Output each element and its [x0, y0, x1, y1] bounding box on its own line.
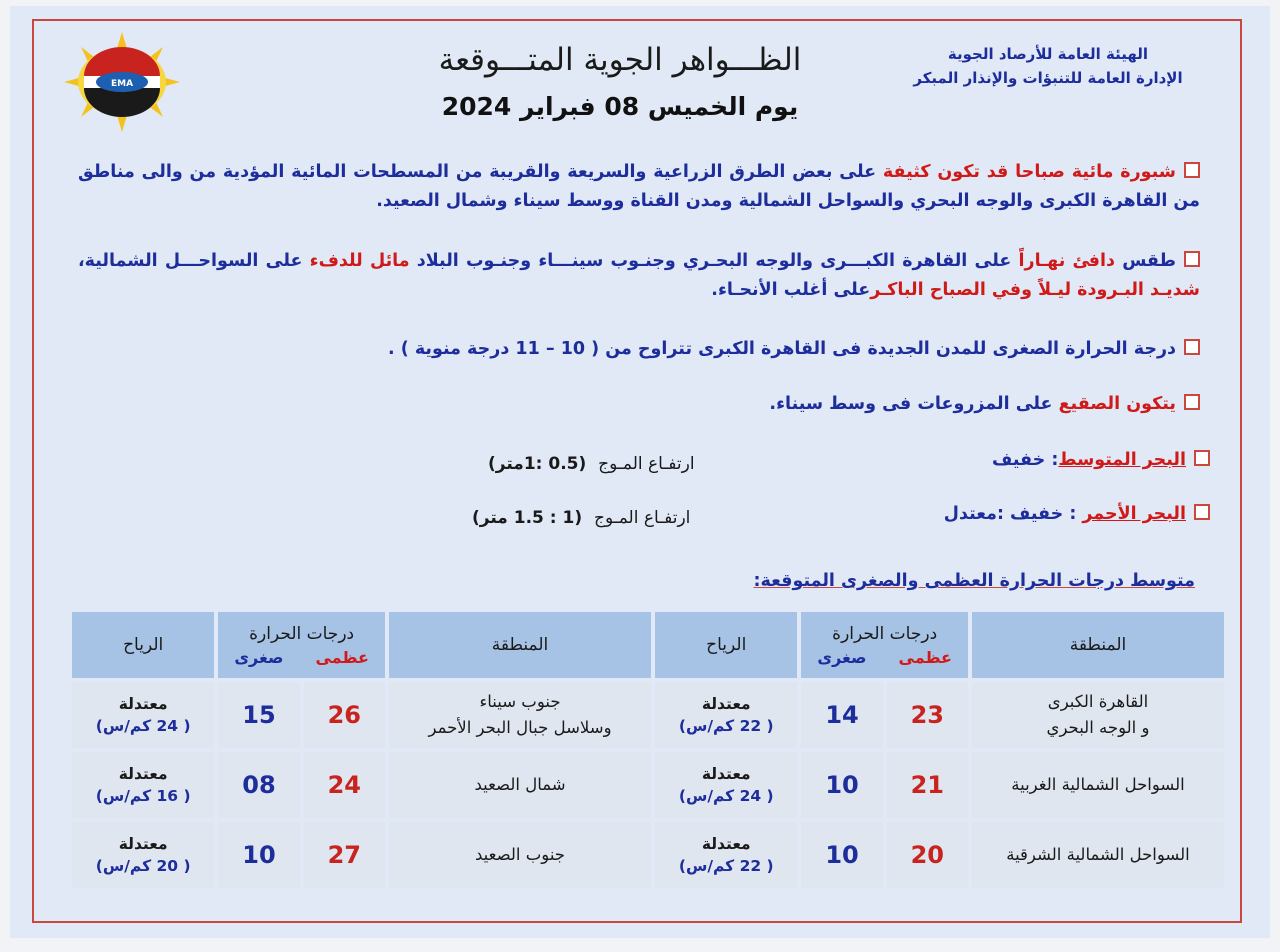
- sea-red: [944, 504, 1210, 524]
- table-title: متوسط درجات الحرارة العظمى والصغرى المتوقعة:: [753, 571, 1195, 591]
- wind-speed: ( 24 كم/س): [678, 787, 774, 805]
- checkbox-icon: [1194, 450, 1210, 466]
- wind-cell: [655, 822, 797, 888]
- org-line-1: الهيئة العامة للأرصاد الجوية: [947, 45, 1149, 63]
- wind-cell: [655, 752, 797, 818]
- logo-text: EMA: [110, 79, 134, 89]
- table-row: [72, 682, 1224, 748]
- header-temps-label-2: درجات الحرارة: [249, 623, 355, 644]
- bullet-temp-highlight-2: مائل للدفء: [309, 251, 410, 271]
- header-min-2: صغرى: [234, 647, 284, 667]
- org-line-2: الإدارة العامة للتنبؤات والإنذار المبكر: [913, 69, 1183, 87]
- region-name: جنوب الصعيد: [475, 845, 566, 864]
- max-temp: 20: [887, 822, 968, 888]
- bullet-temp-text-c: على السواحـــل الشمالية،: [78, 251, 310, 271]
- region-cell: [389, 682, 651, 748]
- bulletin-sheet: [10, 6, 1270, 938]
- wind-strength: معتدلة: [118, 695, 168, 713]
- bullet-temp-text-b: على القاهرة الكبـــرى والوجه البحـري وجنـوب سينـــاء وجنـوب البلاد: [409, 251, 1019, 271]
- region-name: السواحل الشمالية الشرقية: [1006, 845, 1190, 864]
- region-cell: [389, 752, 651, 818]
- table-row: [72, 822, 1224, 888]
- min-temp: 10: [801, 822, 882, 888]
- header-max-1: عظمى: [898, 647, 952, 667]
- bullet-fog-highlight: شبورة مائية صباحا قد تكون كثيفة: [882, 162, 1176, 182]
- checkbox-icon: [1184, 251, 1200, 267]
- max-temp: 23: [887, 682, 968, 748]
- wave-mediterranean: [488, 454, 695, 474]
- wind-speed: ( 16 كم/س): [95, 787, 191, 805]
- max-temp: 24: [304, 752, 385, 818]
- bulletin-date: يوم الخميس 08 فبراير 2024: [441, 92, 799, 121]
- bullet-temperature: [78, 247, 1200, 305]
- checkbox-icon: [1194, 504, 1210, 520]
- sea-red-state: : خفيف :معتدل: [943, 504, 1083, 524]
- wind-speed: ( 20 كم/س): [95, 857, 191, 875]
- wave-red-value: (1 : 1.5 متر): [472, 508, 583, 528]
- header-temps-1: [801, 612, 968, 678]
- region-name: السواحل الشمالية الغربية: [1011, 775, 1185, 794]
- header-region-2: المنطقة: [389, 612, 651, 678]
- header-max-2: عظمى: [315, 647, 369, 667]
- wind-speed: ( 22 كم/س): [678, 717, 774, 735]
- min-temp: 15: [218, 682, 299, 748]
- sea-red-label: البحر الأحمر: [1082, 504, 1186, 524]
- bullet-frost-highlight: يتكون الصقيع: [1058, 394, 1176, 414]
- header-region-1: المنطقة: [972, 612, 1224, 678]
- min-temp: 08: [218, 752, 299, 818]
- min-temp: 10: [218, 822, 299, 888]
- wind-speed: ( 22 كم/س): [678, 857, 774, 875]
- bullet-temp-text-a: طقس: [1114, 251, 1177, 271]
- temperature-table: [68, 608, 1228, 892]
- region-cell: [972, 822, 1224, 888]
- bullet-fog: [78, 158, 1200, 216]
- wind-strength: معتدلة: [701, 835, 751, 853]
- bullet-temp-text-d: على أغلب الأنحـاء.: [711, 280, 871, 300]
- sea-med-state: : خفيف: [992, 450, 1059, 470]
- wind-strength: معتدلة: [118, 835, 168, 853]
- bullet-frost: [78, 390, 1200, 419]
- bullet-new-cities-text: درجة الحرارة الصغرى للمدن الجديدة فى القاهرة الكبرى تتراوح من ( 10 – 11 درجة منوية ) .: [387, 339, 1176, 359]
- table-header-row: [72, 612, 1224, 678]
- max-temp: 26: [304, 682, 385, 748]
- region-cell: [972, 682, 1224, 748]
- max-temp: 27: [304, 822, 385, 888]
- wave-med-value: (0.5 :1متر): [488, 454, 587, 474]
- region-name-line2: وسلاسل جبال البحر الأحمر: [428, 718, 612, 737]
- header-wind-1: الرياح: [655, 612, 797, 678]
- wave-red: [472, 508, 690, 528]
- max-temp: 21: [887, 752, 968, 818]
- wave-med-label: ارتفـاع المـوج: [598, 454, 695, 474]
- wind-cell: [72, 682, 214, 748]
- wind-strength: معتدلة: [701, 765, 751, 783]
- checkbox-icon: [1184, 339, 1200, 355]
- header-min-1: صغرى: [817, 647, 867, 667]
- header-temps-2: [218, 612, 385, 678]
- ema-logo-icon: [56, 32, 188, 132]
- region-name: شمال الصعيد: [474, 775, 566, 794]
- organization-name: [888, 42, 1208, 90]
- bullet-frost-text: على المزروعات فى وسط سيناء.: [769, 394, 1059, 414]
- page-title: الظـــواهر الجوية المتـــوقعة: [438, 42, 802, 78]
- wind-cell: [72, 822, 214, 888]
- region-name-line2: و الوجه البحري: [1046, 718, 1150, 737]
- header-temps-label-1: درجات الحرارة: [832, 623, 938, 644]
- table-row: [72, 752, 1224, 818]
- wind-strength: معتدلة: [701, 695, 751, 713]
- sea-med-label: البحر المتوسط: [1058, 450, 1186, 470]
- min-temp: 14: [801, 682, 882, 748]
- sea-mediterranean: [992, 450, 1210, 470]
- bullet-fog-text: على بعض الطرق الزراعية والسريعة والقريبة من المسطحات المائية المؤدية من والى مناطق من القاهرة الكبرى والوجه البحري والسواحل الشمالية ومدن القناة ووسط سيناء وشمال الصعيد.: [78, 162, 1200, 211]
- wave-red-label: ارتفـاع المـوج: [593, 508, 691, 528]
- bullet-new-cities: [78, 335, 1200, 364]
- header-wind-2: الرياح: [72, 612, 214, 678]
- wind-strength: معتدلة: [118, 765, 168, 783]
- wind-cell: [655, 682, 797, 748]
- region-name: القاهرة الكبرى: [1047, 692, 1149, 711]
- region-cell: [972, 752, 1224, 818]
- min-temp: 10: [801, 752, 882, 818]
- checkbox-icon: [1184, 162, 1200, 178]
- checkbox-icon: [1184, 394, 1200, 410]
- region-cell: [389, 822, 651, 888]
- region-name: جنوب سيناء: [479, 692, 561, 711]
- bullet-temp-highlight-3: شديـد البـرودة ليـلاً وفي الصباح الباكـر: [870, 280, 1200, 300]
- bullet-temp-highlight-1: دافئ نهـاراً: [1018, 251, 1115, 271]
- wind-speed: ( 24 كم/س): [95, 717, 191, 735]
- wind-cell: [72, 752, 214, 818]
